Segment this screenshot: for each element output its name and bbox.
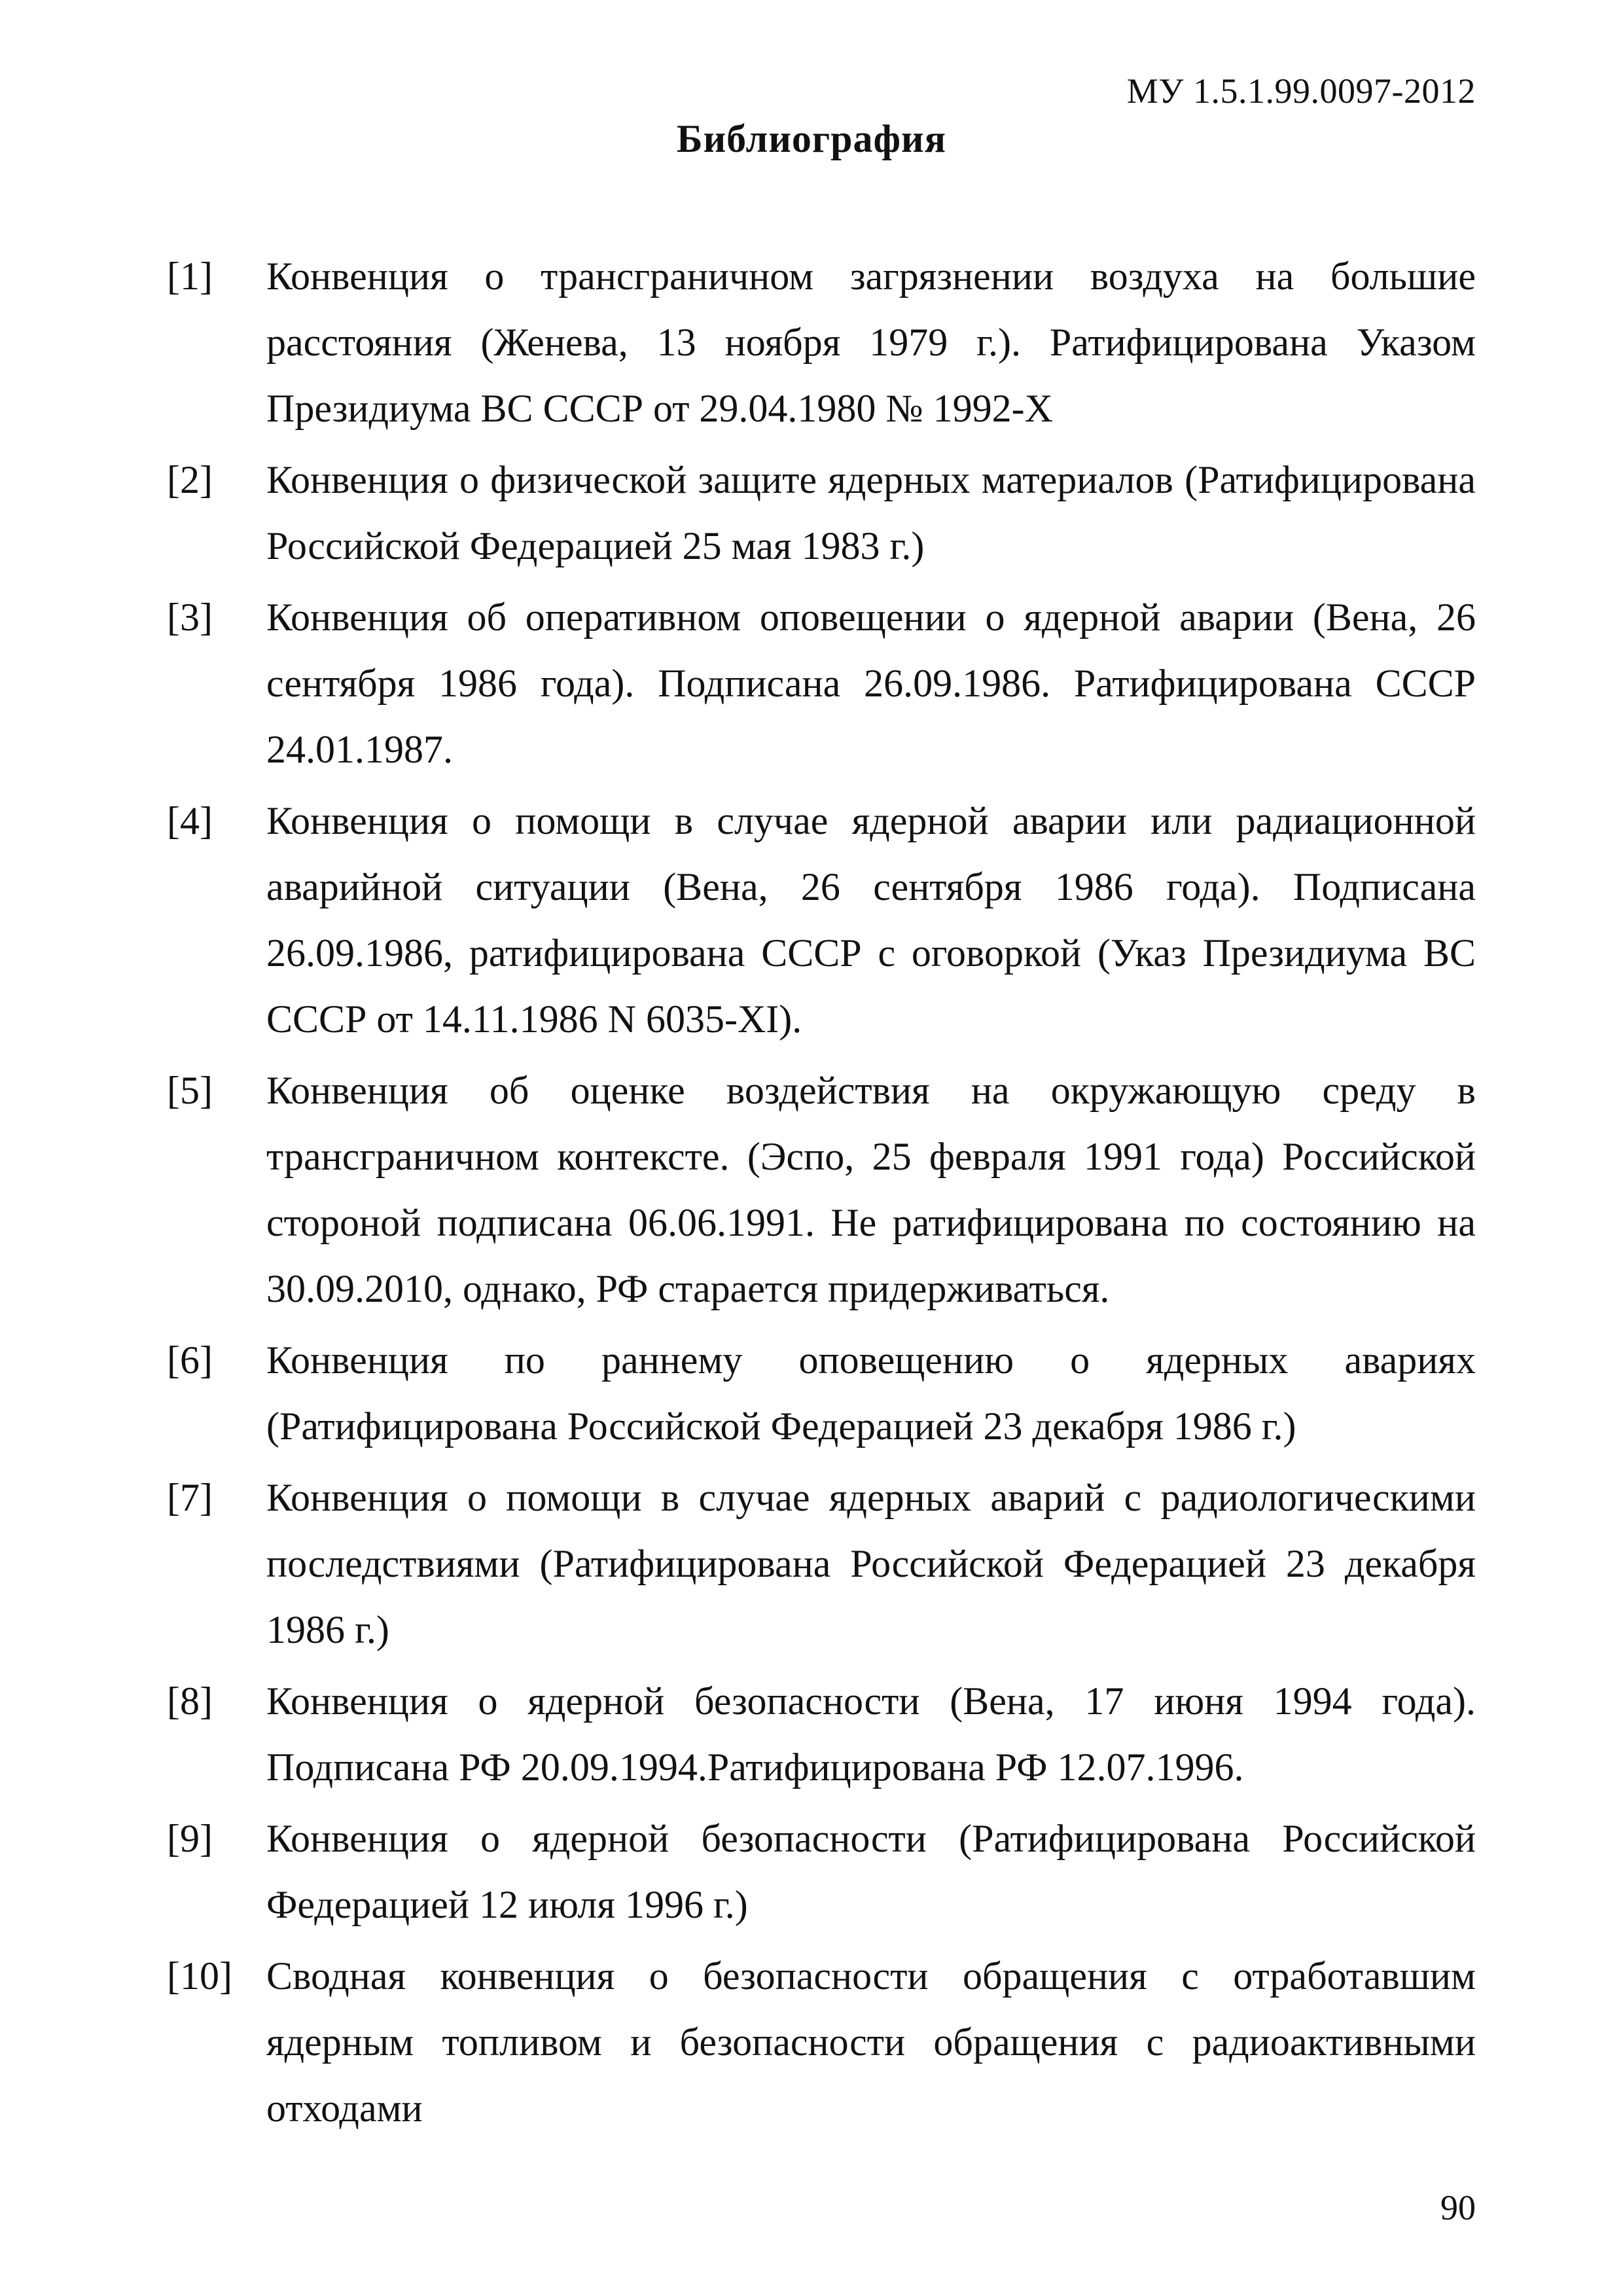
entry-text: Конвенция о ядерной безопасности (Вена, 17 июня 1994 года). Подписана РФ 20.09.1994.Ратифицирована РФ 12.07.1996. [266, 1679, 1476, 1789]
entry-number: [5] [167, 1069, 213, 1112]
document-code: МУ 1.5.1.99.0097-2012 [1126, 71, 1476, 111]
entry-text: Конвенция об оценке воздействия на окружающую среду в трансграничном контексте. (Эспо, 25 февраля 1991 года) Российской стороной подписана 06.06.1991. Не ратифицирована по состоянию на 30.09.2010, однако, РФ старается придерживаться. [266, 1069, 1476, 1310]
entry-number: [2] [167, 458, 213, 501]
entry-text: Конвенция о ядерной безопасности (Ратифицирована Российской Федерацией 12 июля 1996 г.) [266, 1817, 1476, 1926]
entry-number: [9] [167, 1817, 213, 1860]
entry-number: [1] [167, 255, 213, 298]
entry-number: [7] [167, 1476, 213, 1519]
bibliography-entry [167, 1668, 1476, 1801]
page-title: Библиография [676, 117, 947, 160]
entry-text: Конвенция о физической защите ядерных материалов (Ратифицирована Российской Федерацией 25 мая 1983 г.) [266, 458, 1476, 567]
entry-number: [8] [167, 1679, 213, 1723]
bibliography-entry [167, 1806, 1476, 1938]
entry-text: Сводная конвенция о безопасности обращения с отработавшим ядерным топливом и безопасности обращения с радиоактивными отходами [266, 1954, 1476, 2130]
entry-text: Конвенция по раннему оповещению о ядерных авариях (Ратифицирована Российской Федерацией 23 декабря 1986 г.) [266, 1338, 1476, 1448]
entry-number: [4] [167, 799, 213, 842]
entry-text: Конвенция об оперативном оповещении о ядерной аварии (Вена, 26 сентября 1986 года). Подписана 26.09.1986. Ратифицирована СССР 24.01.1987. [266, 596, 1476, 771]
entry-number: [10] [167, 1954, 232, 1998]
bibliography-entry [167, 1327, 1476, 1460]
bibliography-entry [167, 1058, 1476, 1322]
entry-text: Конвенция о помощи в случае ядерных аварий с радиологическими последствиями (Ратифицирована Российской Федерацией 23 декабря 1986 г.) [266, 1476, 1476, 1651]
bibliography-entry [167, 788, 1476, 1052]
entry-text: Конвенция о помощи в случае ядерной аварии или радиационной аварийной ситуации (Вена, 26 сентября 1986 года). Подписана 26.09.1986, ратифицирована СССР с оговоркой (Указ Президиума ВС СССР от 14.11.1986 N 6035-XI). [266, 799, 1476, 1041]
bibliography-list [167, 243, 1476, 2147]
bibliography-entry [167, 447, 1476, 579]
bibliography-entry [167, 1943, 1476, 2142]
entry-number: [6] [167, 1338, 213, 1382]
bibliography-entry [167, 1465, 1476, 1663]
page-number: 90 [1440, 2188, 1476, 2227]
bibliography-entry [167, 243, 1476, 442]
bibliography-entry [167, 584, 1476, 783]
entry-text: Конвенция о трансграничном загрязнении воздуха на большие расстояния (Женева, 13 ноября 1979 г.). Ратифицирована Указом Президиума ВС СССР от 29.04.1980 № 1992-X [266, 255, 1476, 430]
entry-number: [3] [167, 596, 213, 639]
